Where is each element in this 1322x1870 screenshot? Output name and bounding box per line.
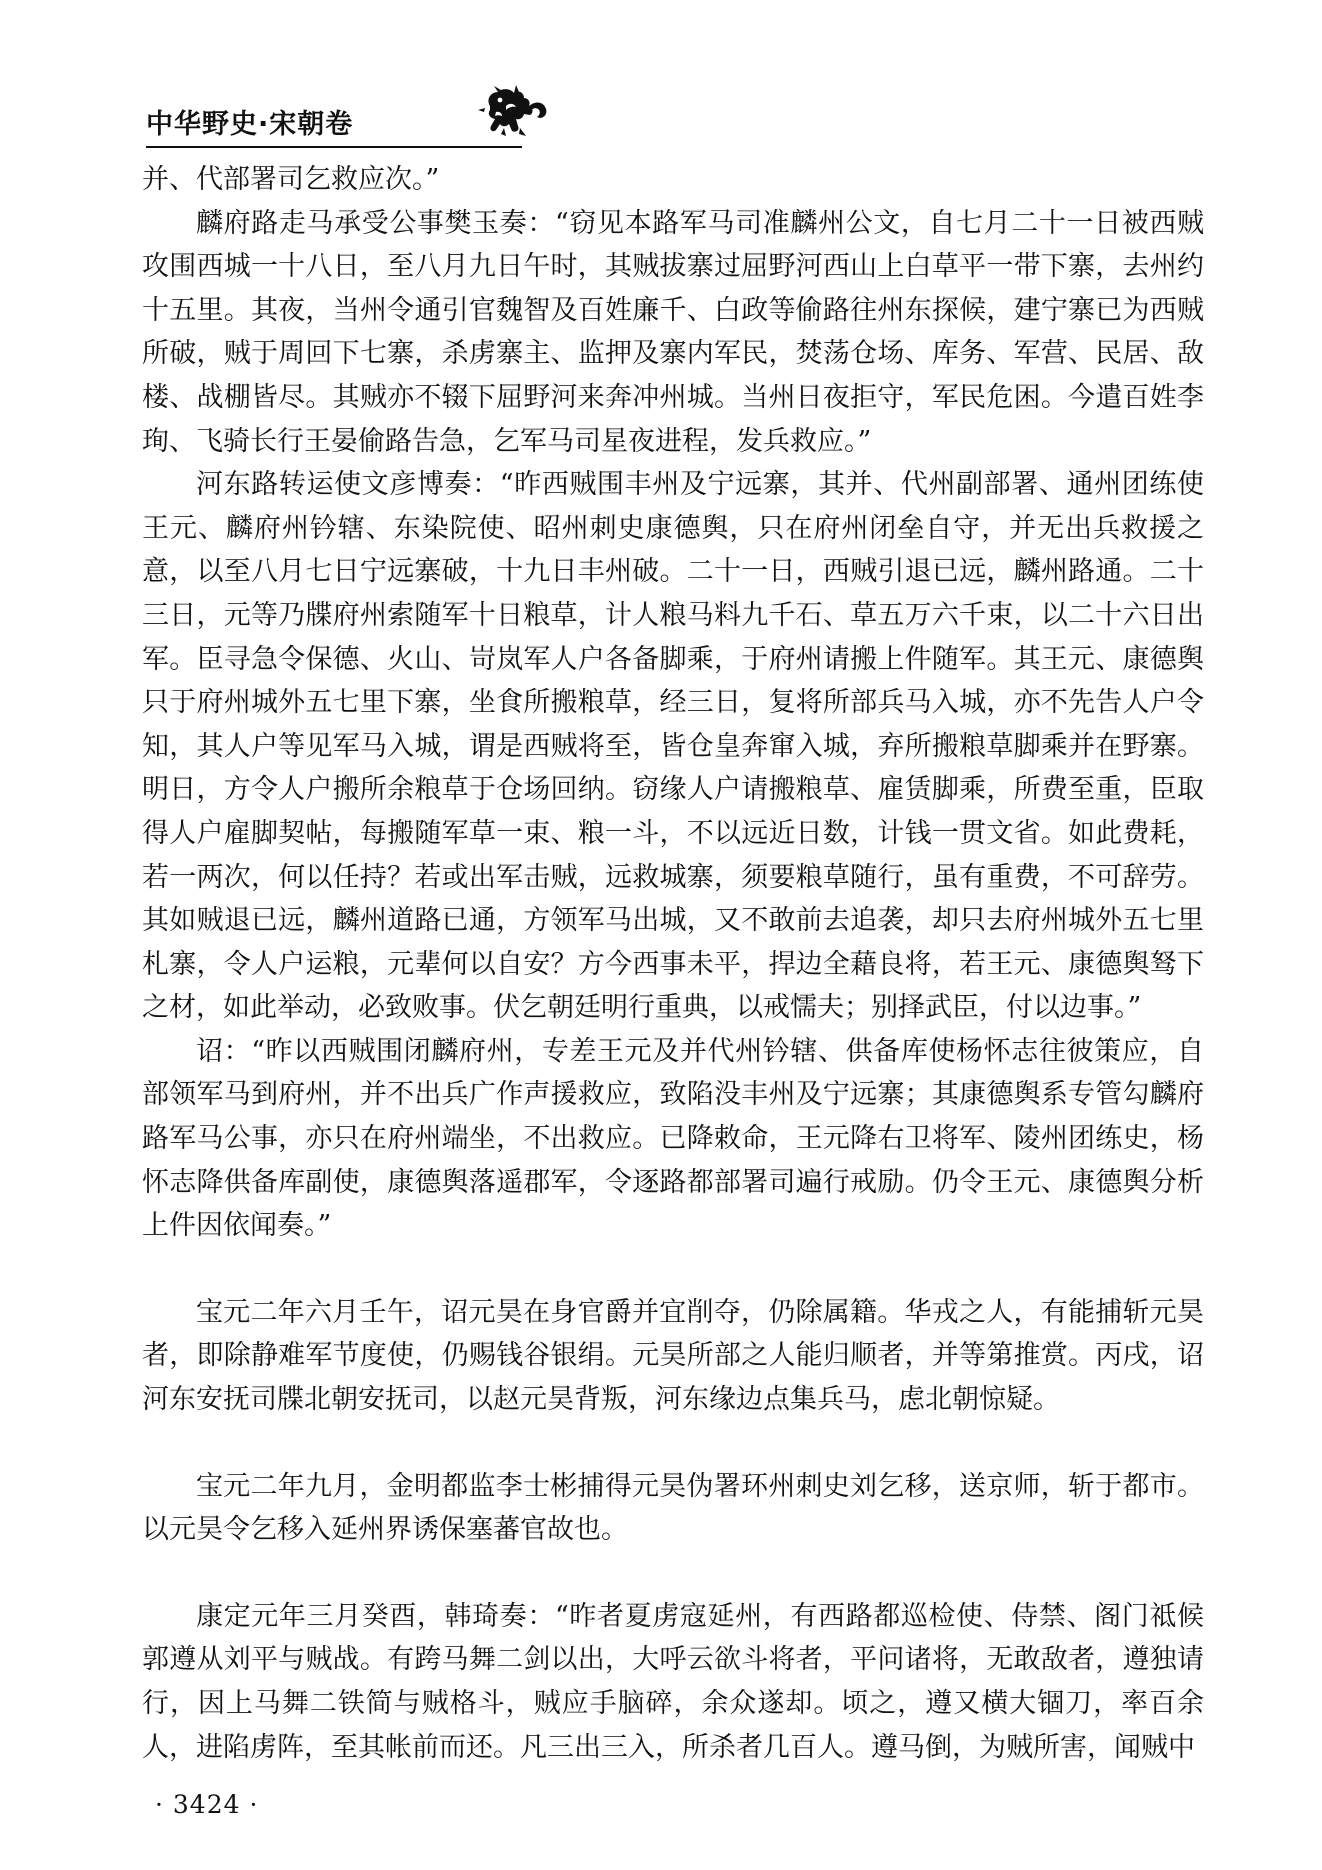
section-gap [142, 1552, 1204, 1595]
paragraph: 宝元二年六月壬午，诏元昊在身官爵并宜削夺，仍除属籍。华戎之人，有能捕斩元昊者，即除静难军节度使，仍赐钱谷银绢。元昊所部之人能归顺者，并等第推赏。丙戌，诏河东安抚司牒北朝安抚司，以赵元昊背叛，河东缘边点集兵马，虑北朝惊疑。 [142, 1296, 1204, 1416]
paragraph: 河东路转运使文彦博奏：“昨西贼围丰州及宁远寨，其并、代州副部署、通州团练使王元、麟府州钤辖、东染院使、昭州刺史康德舆，只在府州闭垒自守，并无出兵救援之意，以至八月七日宁远寨破，十九日丰州破。二十一日，西贼引退已远，麟州路通。二十三日，元等乃牒府州索随军十日粮草，计人粮马料九千石、草五万六千束，以二十六日出军。臣寻急令保德、火山、岢岚军人户各备脚乘，于府州请搬上件随军。其王元、康德舆只于府州城外五七里下寨，坐食所搬粮草，经三日，复将所部兵马入城，亦不先告人户令知，其人户等见军马入城，谓是西贼将至，皆仓皇奔窜入城，弃所搬粮草脚乘并在野寨。明日，方令人户搬所余粮草于仓场回纳。窃缘人户请搬粮草、雇赁脚乘，所费至重，臣取得人户雇脚契帖，每搬随军草一束、粮一斗，不以远近日数，计钱一贯文省。如此费耗，若一两次，何以任持？若或出军击贼，远救城寨，须要粮草随行，虽有重费，不可辞劳。其如贼退已远，麟州道路已通，方领军马出城，又不敢前去追袭，却只去府州城外五七里札寨，令人户运粮，元辈何以自安？方今西事未平，捍边全藉良将，若王元、康德舆驽下之材，如此举动，必致败事。伏乞朝廷明行重典，以戒懦夫；别择武臣，付以边事。” [142, 469, 1204, 1024]
header-rule [146, 146, 522, 148]
section-gap [142, 1422, 1204, 1465]
paragraph: 麟府路走马承受公事樊玉奏：“窃见本路军马司准麟州公文，自七月二十一日被西贼攻围西城一十八日，至八月九日午时，其贼拔寨过屈野河西山上白草平一带下寨，去州约十五里。其夜，当州令通引官魏智及百姓廉千、白政等偷路往州东探候，建宁寨已为西贼所破，贼于周回下七寨，杀虏寨主、监押及寨内军民，焚荡仓场、库务、军营、民居、敌楼、战棚皆尽。其贼亦不辍下屈野河来奔冲州城。当州日夜拒守，军民危困。今遣百姓李珣、飞骑长行王晏偷路告急，乞军马司星夜进程，发兵救应。” [142, 207, 1204, 457]
dragon-icon [476, 84, 554, 140]
running-head [146, 84, 556, 146]
paragraph: 并、代部署司乞救应次。” [142, 164, 440, 195]
body-text [142, 158, 1204, 1769]
section-gap [142, 1248, 1204, 1291]
paragraph: 宝元二年九月，金明都监李士彬捕得元昊伪署环州刺史刘乞移，送京师，斩于都市。以元昊令乞移入延州界诱保塞蕃官故也。 [142, 1470, 1204, 1546]
paragraph: 诏：“昨以西贼围闭麟府州，专差王元及并代州钤辖、供备库使杨怀志往彼策应，自部领军马到府州，并不出兵广作声援救应，致陷没丰州及宁远寨；其康德舆系专管勾麟府路军马公事，亦只在府州端坐，不出救应。已降敕命，王元降右卫将军、陵州团练史，杨怀志降供备库副使，康德舆落遥郡军，令逐路都部署司遍行戒励。仍令王元、康德舆分析上件因依闻奏。” [142, 1035, 1204, 1242]
paragraph: 康定元年三月癸酉，韩琦奏：“昨者夏虏寇延州，有西路都巡检使、侍禁、阁门祗候郭遵从刘平与贼战。有跨马舞二剑以出，大呼云欲斗将者，平问诸将，无敢敌者，遵独请行，因上马舞二铁简与贼格斗，贼应手脑碎，余众遂却。顷之，遵又横大锢刀，率百余人，进陷虏阵，至其帐前而还。凡三出三入，所杀者几百人。遵马倒，为贼所害，闻贼中 [142, 1600, 1204, 1763]
page-number: · 3424 · [155, 1790, 259, 1819]
book-title: 中华野史·宋朝卷 [146, 109, 354, 140]
